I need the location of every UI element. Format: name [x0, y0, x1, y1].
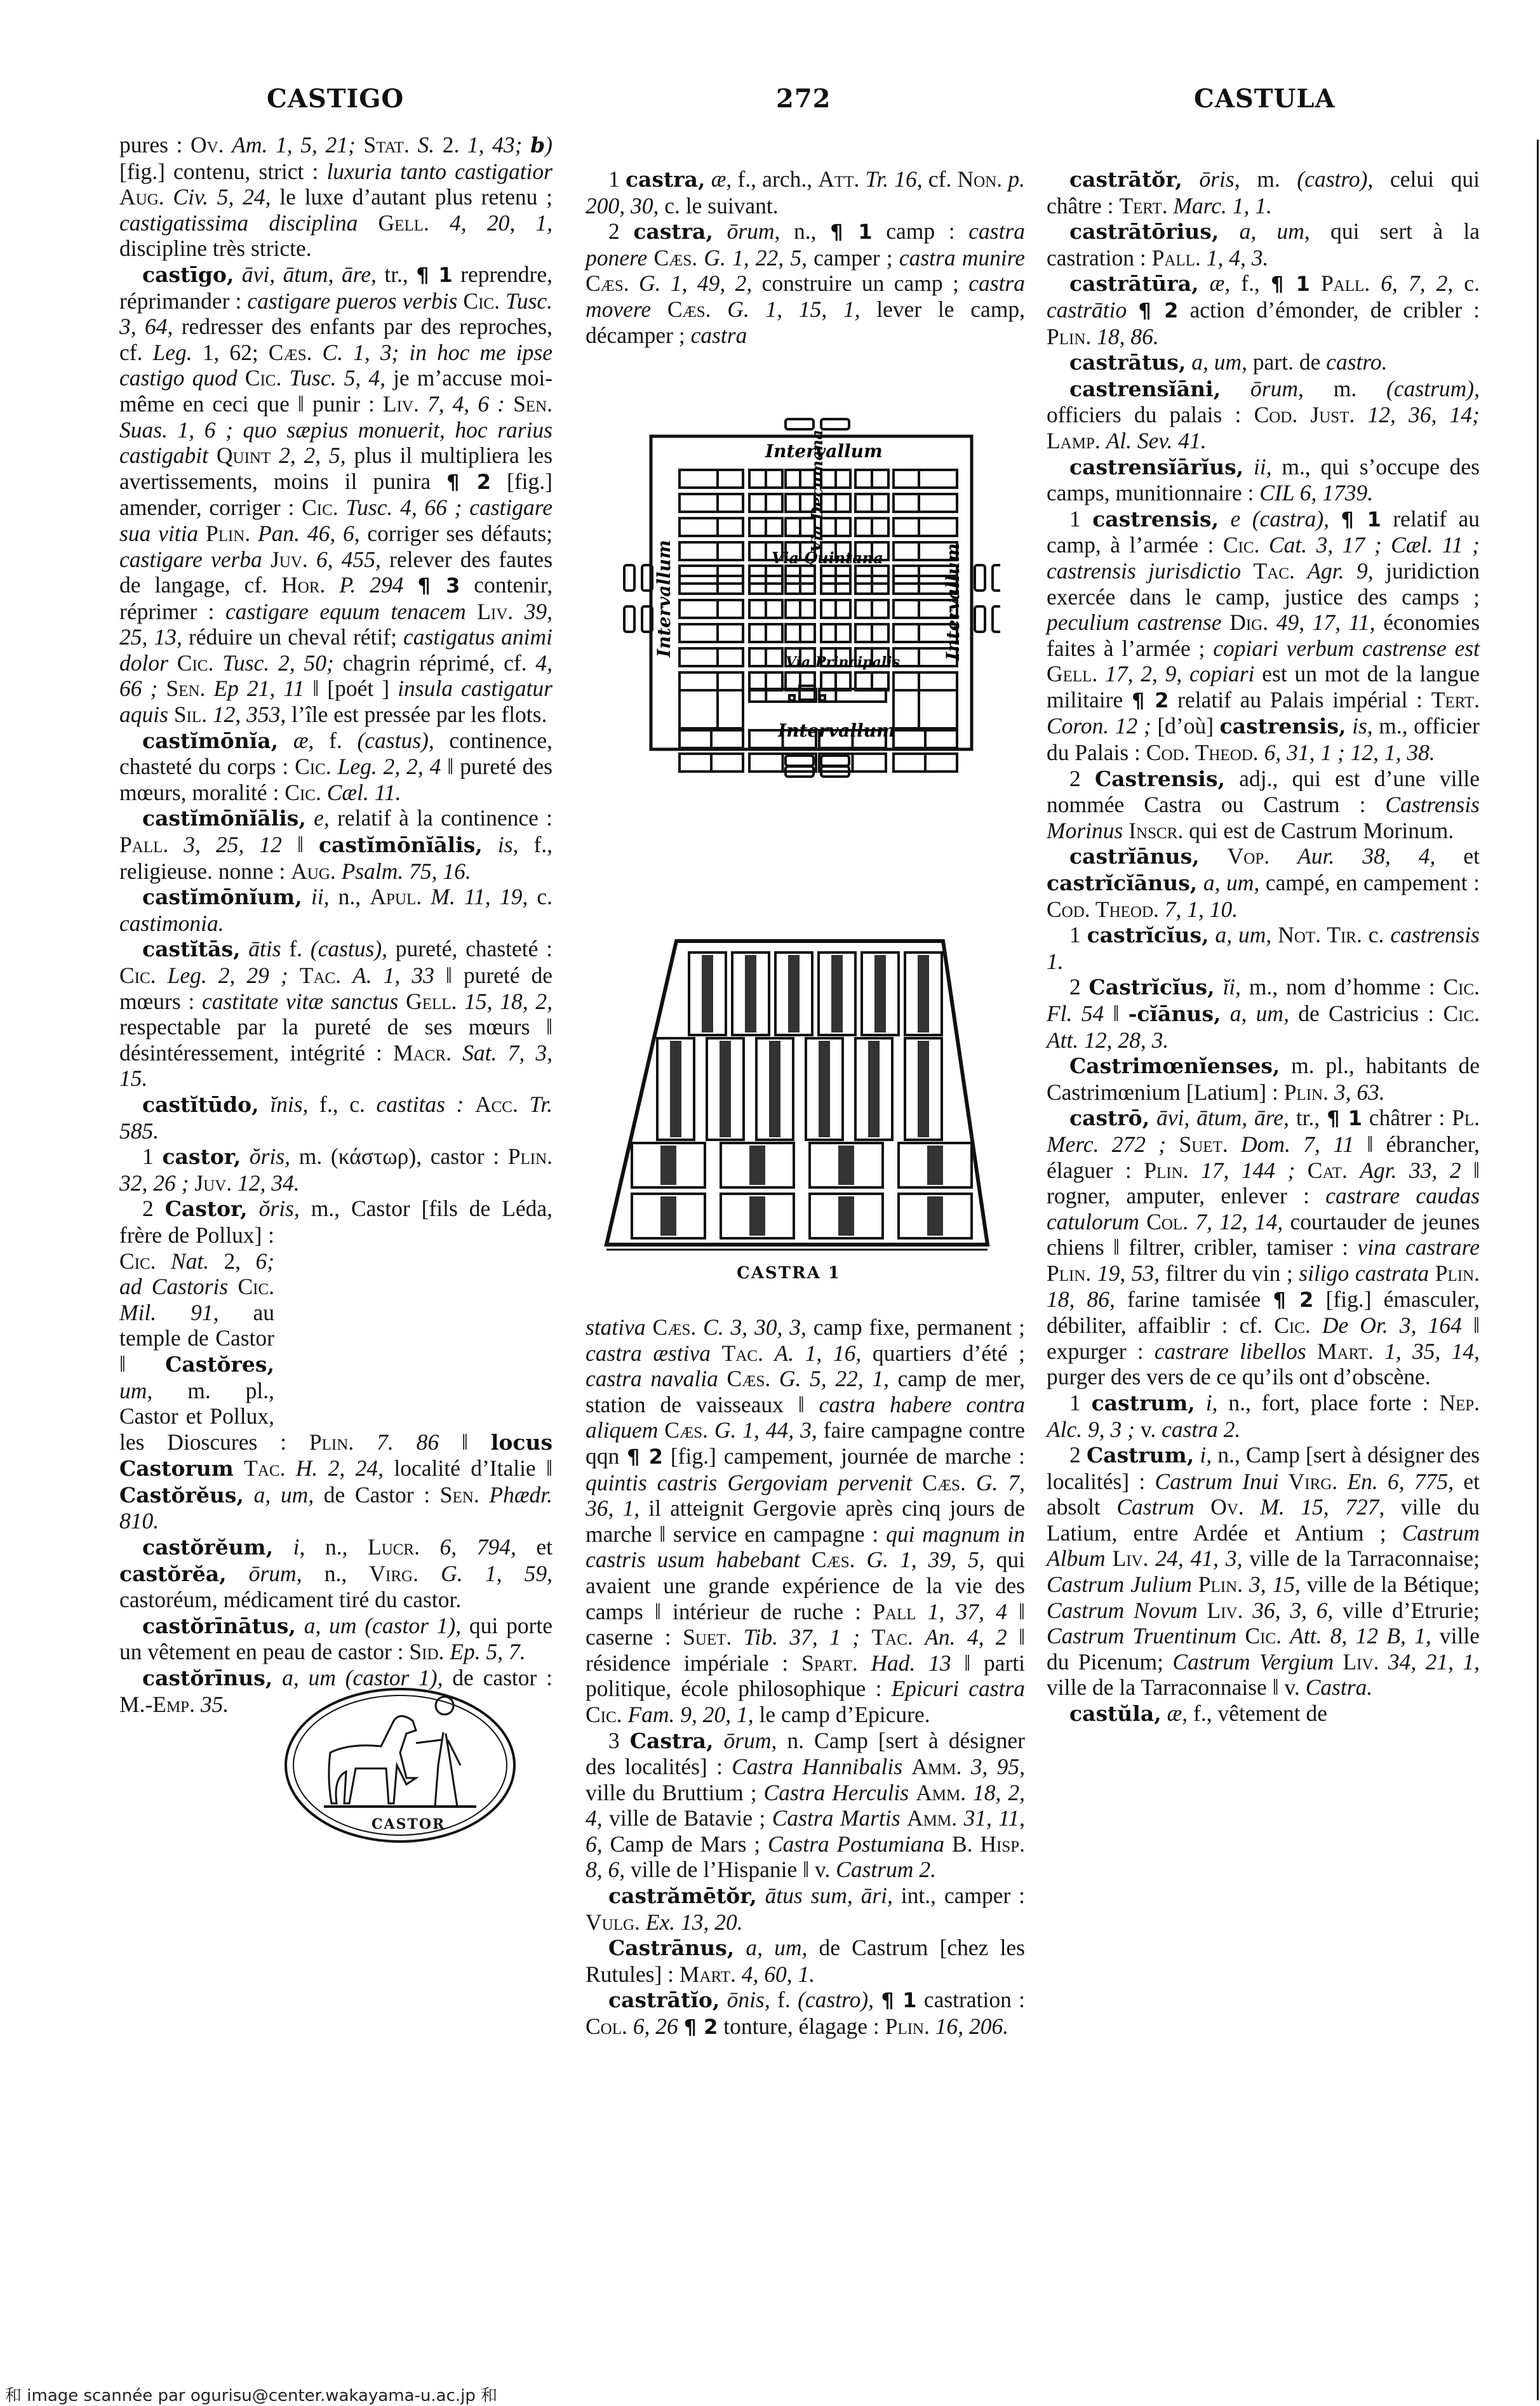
castor-figure-icon: [416, 1697, 460, 1807]
tent-block: [680, 624, 743, 642]
label-via-quintana: Via Quintana: [772, 549, 883, 567]
gate-marker: [786, 756, 814, 766]
dictionary-entry: stativa Cæs. C. 3, 30, 3, camp fixe, permanent ; castra æstiva Tac. A. 1, 16, quartiers d’été ; castra navalia Cæs. G. 5, 22, 1, camp de mer, station de vaisseaux ‖ castra habere contra aliquem Cæs. G. 1, 44, 3, faire campagne contre qqn ¶ 2 [fig.] campement, journée de marche : quintis castris Gergoviam pervenit Cæs. G. 7, 36, 1, il atteignit Gergovie après cinq jours de marche ‖ service en campagne : qui magnum in castris usum habebant Cæs. G. 1, 39, 5, qui avaient une grande expérience de la vie des camps ‖ intérieur de ruche : Pall 1, 37, 4 ‖ caserne : Suet. Tib. 37, 1 ; Tac. An. 4, 2 ‖ résidence impériale : Spart. Had. 13 ‖ parti politique, école philosophique : Epicuri castra Cic. Fam. 9, 20, 1, le camp d’Epicure.: [586, 1314, 1026, 1727]
gate-marker: [993, 606, 1000, 632]
gate-marker: [786, 419, 814, 429]
dictionary-entry: castŭla, æ, f., vêtement de: [1069, 1701, 1327, 1727]
dictionary-entry: castŏrīnātus, a, um (castor 1), qui porte un vêtement en peau de castor : Sid. Ep. 5, 7.: [119, 1612, 553, 1665]
column-middle-top: [586, 166, 1025, 348]
dictionary-entry: 1 castra, æ, f., arch., Att. Tr. 16, cf. Non. p. 200, 30, c. le suivant.: [586, 166, 1025, 218]
dictionary-entry: castrātŏr, ōris, m. (castro), celui qui châtre : Tert. Marc. 1, 1.: [1047, 166, 1480, 218]
page-number: 272: [776, 84, 831, 114]
dictionary-entry: 1 castor, ŏris, m. (κάστωρ), castor : Plin. 32, 26 ; Juv. 12, 34.: [119, 1144, 553, 1196]
label-intervallum-bottom: Intervallum: [778, 720, 895, 741]
dictionary-entry: Castrimœnĭenses, m. pl., habitants de Castrimœnium [Latium] : Plin. 3, 63.: [1047, 1053, 1480, 1105]
gate-marker: [821, 419, 849, 429]
tent-block: [680, 672, 743, 690]
dictionary-entry: castrensĭārĭus, ii, m., qui s’occupe des camps, munitionnaire : CIL 6, 1739.: [1047, 453, 1480, 506]
gate-marker: [975, 565, 985, 591]
tent-rows-perspective: [632, 952, 972, 1238]
tent-block: [680, 690, 743, 728]
dictionary-entry: 1 castrensis, e (castra), ¶ 1 relatif au camp, à l’armée : Cic. Cat. 3, 17 ; Cæl. 11 ; castrensis jurisdictio Tac. Agr. 9, juridiction exercée dans le camp, justice des camps ; peculium castrense Dig. 49, 17, 11, économies faites à l’armée ; copiari verbum castrense est Gell. 17, 2, 9, copiari est un mot de la langue militaire ¶ 2 relatif au Palais impérial : Tert. Coron. 12 ; [d’où] castrensis, is, m., officier du Palais : Cod. Theod. 6, 31, 1 ; 12, 1, 38.: [1047, 505, 1480, 766]
column-left: [119, 132, 552, 1717]
label-intervallum-top: Intervallum: [765, 441, 883, 462]
dictionary-entry: castŏrĕum, i, n., Lucr. 6, 794, et castŏrĕa, ōrum, n., Virg. G. 1, 59, castoréum, médicament tiré du castor.: [119, 1534, 553, 1613]
dictionary-entry: castrātōrius, a, um, qui sert à la castration : Pall. 1, 4, 3.: [1047, 218, 1480, 271]
dictionary-entry: castrō, āvi, ātum, āre, tr., ¶ 1 châtrer : Pl. Merc. 272 ; Suet. Dom. 7, 11 ‖ ébrancher, élaguer : Plin. 17, 144 ; Cat. Agr. 33, 2 ‖ rogner, amputer, enlever : castrare caudas catulorum Col. 7, 12, 14, courtauder de jeunes chiens ‖ filtrer, cribler, tamiser : vina castrare Plin. 19, 53, filtrer du vin ; siligo castrata Plin. 18, 86, farine tamisée ¶ 2 [fig.] émasculer, débiliter, affaiblir : cf. Cic. De Or. 3, 164 ‖ expurger : castrare libellos Mart. 1, 35, 14, purger des vers de ce qu’ils ont d’obscène.: [1047, 1105, 1480, 1390]
dictionary-entry: castĭtūdo, ĭnis, f., c. castitas : Acc. Tr. 585.: [119, 1091, 552, 1144]
gate-marker: [821, 756, 849, 766]
dictionary-entry: 1 castrum, i, n., fort, place forte : Nep. Alc. 9, 3 ; v. castra 2.: [1047, 1389, 1480, 1442]
figure-caption-castra: CASTRA 1: [737, 1264, 841, 1283]
castra-plan-figure: [619, 416, 1000, 784]
dictionary-entry: 2 Castrĭcĭus, ĭi, m., nom d’homme : Cic. Fl. 54 ‖ -cĭānus, a, um, de Castricius : Cic. Att. 12, 28, 3.: [1047, 974, 1480, 1053]
dictionary-entry: pures : Ov. Am. 1, 5, 21; Stat. S. 2. 1, 43; b) [fig.] contenu, strict : luxuria tanto castigatior Aug. Civ. 5, 24, le luxe d’autant plus retenu ; castigatissima disciplina Gell. 4, 20, 1, discipline très stricte.: [119, 132, 552, 262]
label-via-principalis: Via Principalis: [786, 654, 900, 671]
dictionary-entry: castŏrīnus, a, um (castor 1), de castor : M.-Emp. 35.: [119, 1665, 553, 1717]
dictionary-entry: 2 Castor, ŏris, m., Castor [fils de Léda, frère de Pollux] : Cic. Nat. 2, 6; ad Castoris Cic. Mil. 91, au temple de Castor ‖ Castŏres, um, m. pl., Castor et Pollux, les Dioscures : Plin. 7. 86 ‖ locus Castorum Tac. H. 2, 24, localité d’Italie ‖ Castŏrĕus, a, um, de Castor : Sen. Phædr. 810.: [119, 1196, 553, 1534]
column-right: [1047, 166, 1480, 1727]
dictionary-entry: 2 Castrensis, adj., qui est d’une ville nommée Castra ou Castrum : Castrensis Morinus Inscr. qui est de Castrum Morinum.: [1047, 765, 1480, 843]
guide-word-right: CASTULA: [1194, 84, 1336, 114]
dictionary-entry: castrātūra, æ, f., ¶ 1 Pall. 6, 7, 2, c. castrātio ¶ 2 action d’émonder, de cribler : Plin. 18, 86.: [1047, 271, 1480, 349]
gate-marker: [624, 606, 634, 632]
dictionary-entry: castĭtās, ātis f. (castus), pureté, chasteté : Cic. Leg. 2, 29 ; Tac. A. 1, 33 ‖ pureté de mœurs : castitate vitæ sanctus Gell. 15, 18, 2, respectable par la pureté de ses mœurs ‖ désintéressement, intégrité : Macr. Sat. 7, 3, 15.: [119, 936, 553, 1092]
column-middle-bottom: [586, 1314, 1025, 2040]
label-intervallum-right: Intervallum: [942, 543, 963, 660]
castor-gem-figure: [279, 1683, 521, 1873]
dictionary-entry: castīgo, āvi, ātum, āre, tr., ¶ 1 reprendre, réprimander : castigare pueros verbis Cic. Tusc. 3, 64, redresser des enfants par des reproches, cf. Leg. 1, 62; Cæs. C. 1, 3; in hoc me ipse castigo quod Cic. Tusc. 5, 4, je m’accuse moi-même en ceci que ‖ punir : Liv. 7, 4, 6 : Sen. Suas. 1, 6 ; quo sæpius monuerit, hoc rarius castigabit Quint 2, 2, 5, plus il multipliera les avertissements, moins il punira ¶ 2 [fig.] amender, corriger : Cic. Tusc. 4, 66 ; castigare sua vitia Plin. Pan. 46, 6, corriger ses défauts; castigare verba Juv. 6, 455, relever des fautes de langage, cf. Hor. P. 294 ¶ 3 contenir, réprimer : castigare equum tenacem Liv. 39, 25, 13, réduire un cheval rétif; castigatus animi dolor Cic. Tusc. 2, 50; chagrin réprimé, cf. 4, 66 ; Sen. Ep 21, 11 ‖ [poét ] insula castigatur aquis Sil. 12, 353, l’île est pressée par les flots.: [119, 261, 553, 728]
scan-edge-line: [1537, 140, 1539, 2400]
tent-block: [680, 518, 743, 536]
dictionary-entry: castĭmōnĭum, ii, n., Apul. M. 11, 19, c. castimonia.: [119, 884, 553, 936]
dictionary-entry: Castrānus, a, um, de Castrum [chez les Rutules] : Mart. 4, 60, 1.: [586, 1935, 1025, 1987]
gate-marker: [975, 606, 985, 632]
dictionary-entry: castrensĭāni, ōrum, m. (castrum), officiers du palais : Cod. Just. 12, 36, 14; Lamp. Al. Sev. 41.: [1047, 375, 1480, 453]
dictionary-entry: castĭmōnĭa, æ, f. (castus), continence, chasteté du corps : Cic. Leg. 2, 2, 4 ‖ pureté des mœurs, moralité : Cic. Cæl. 11.: [119, 727, 553, 805]
tent-block: [894, 470, 957, 488]
scan-credit: 和 image scannée par ogurisu@center.wakayama-u.ac.jp 和: [5, 2386, 498, 2405]
tent-block: [894, 494, 957, 512]
dictionary-entry: castrātus, a, um, part. de castro.: [1069, 349, 1388, 375]
label-intervallum-left: Intervallum: [653, 540, 674, 657]
dictionary-entry: 3 Castra, ōrum, n. Camp [sert à désigner des localités] : Castra Hannibalis Amm. 3, 95, ville du Bruttium ; Castra Herculis Amm. 18, 2, 4, ville de Batavie ; Castra Martis Amm. 31, 11, 6, Camp de Mars ; Castra Postumiana B. Hisp. 8, 6, ville de l’Hispanie ‖ v. Castrum 2.: [586, 1727, 1026, 1883]
tent-block: [680, 600, 743, 618]
dictionary-entry: 2 castra, ōrum, n., ¶ 1 camp : castra ponere Cæs. G. 1, 22, 5, camper ; castra munire Cæs. G. 1, 49, 2, construire un camp ; castra movere Cæs. G. 1, 15, 1, lever le camp, décamper ; castra: [586, 218, 1026, 348]
tent-block: [894, 518, 957, 536]
figure-caption-castor: CASTOR: [372, 1816, 446, 1833]
dictionary-entry: 1 castrĭcĭus, a, um, Not. Tir. c. castrensis 1.: [1047, 922, 1480, 974]
tent-block: [680, 542, 743, 560]
dictionary-entry: castĭmōnĭālis, e, relatif à la continence : Pall. 3, 25, 12 ‖ castĭmōnĭālis, is, f., religieuse. nonne : Aug. Psalm. 75, 16.: [119, 805, 553, 884]
gate-marker: [624, 565, 634, 591]
dictionary-entry: castrĭānus, Vop. Aur. 38, 4, et castrĭcĭānus, a, um, campé, en campement : Cod. Theod. 7, 1, 10.: [1047, 843, 1480, 922]
gate-marker: [993, 565, 1000, 591]
label-via-decumana: Via Decumana: [808, 429, 826, 552]
tent-block: [680, 648, 743, 666]
castra-perspective-figure: [587, 914, 1019, 1276]
tent-block: [680, 494, 743, 512]
dictionary-entry: castrātĭo, ōnis, f. (castro), ¶ 1 castration : Col. 6, 26 ¶ 2 tonture, élagage : Plin. 16, 206.: [586, 1987, 1026, 2040]
tent-block: [894, 672, 957, 690]
dictionary-entry: castrămētŏr, ātus sum, āri, int., camper : Vulg. Ex. 13, 20.: [586, 1883, 1026, 1935]
guide-word-left: CASTIGO: [267, 84, 405, 114]
tent-block: [680, 470, 743, 488]
horse-icon: [329, 1716, 416, 1804]
dictionary-entry: 2 Castrum, i, n., Camp [sert à désigner des localités] : Castrum Inui Virg. En. 6, 775, et absolt Castrum Ov. M. 15, 727, ville du Latium, entre Ardée et Antium ; Castrum Album Liv. 24, 41, 3, ville de la Tarraconnaise; Castrum Julium Plin. 3, 15, ville de la Bétique; Castrum Novum Liv. 36, 3, 6, ville d’Etrurie; Castrum Truentinum Cic. Att. 8, 12 B, 1, ville du Picenum; Castrum Vergium Liv. 34, 21, 1, ville de la Tarraconnaise ‖ v. Castra.: [1047, 1442, 1480, 1701]
tent-block: [894, 690, 957, 728]
